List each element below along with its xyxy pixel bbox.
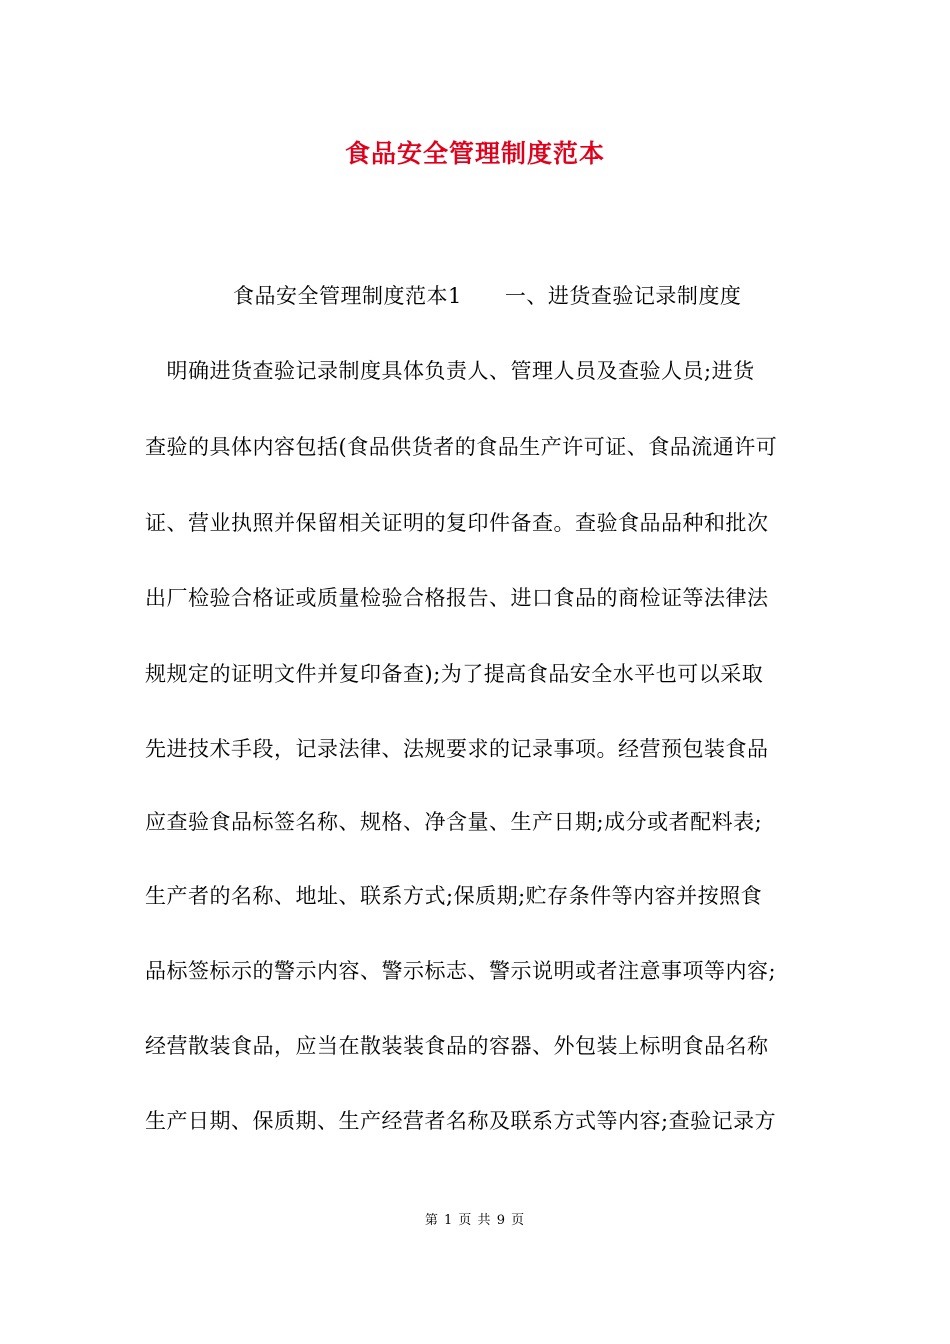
paragraph-line: 出厂检验合格证或质量检验合格报告、进口食品的商检证等法律法: [145, 586, 769, 610]
paragraph-line: 规规定的证明文件并复印备查);为了提高食品安全水平也可以采取: [145, 662, 764, 686]
paragraph-line: 品标签标示的警示内容、警示标志、警示说明或者注意事项等内容;: [145, 959, 777, 983]
page-footer: 第 1 页 共 9 页: [424, 1213, 526, 1228]
paragraph-line: 生产者的名称、地址、联系方式;保质期;贮存条件等内容并按照食: [145, 884, 763, 908]
paragraph-line: 明确进货查验记录制度具体负责人、管理人员及查验人员;进货: [145, 359, 755, 383]
paragraph-line: 查验的具体内容包括(食品供货者的食品生产许可证、食品流通许可: [145, 435, 778, 459]
paragraph-line: 经营散装食品，应当在散装装食品的容器、外包装上标明食品名称: [145, 1034, 769, 1058]
paragraph-line: 证、营业执照并保留相关证明的复印件备查。查验食品品种和批次: [145, 511, 769, 535]
paragraph-line: 应查验食品标签名称、规格、净含量、生产日期;成分或者配料表;: [145, 810, 763, 834]
paragraph-line: 生产日期、保质期、生产经营者名称及联系方式等内容;查验记录方: [145, 1109, 777, 1133]
section-heading: 食品安全管理制度范本1 一、进货查验记录制度度: [233, 284, 742, 308]
paragraph-line: 先进技术手段，记录法律、法规要求的记录事项。经营预包装食品: [145, 737, 769, 761]
document-title: 食品安全管理制度范本: [344, 139, 605, 168]
